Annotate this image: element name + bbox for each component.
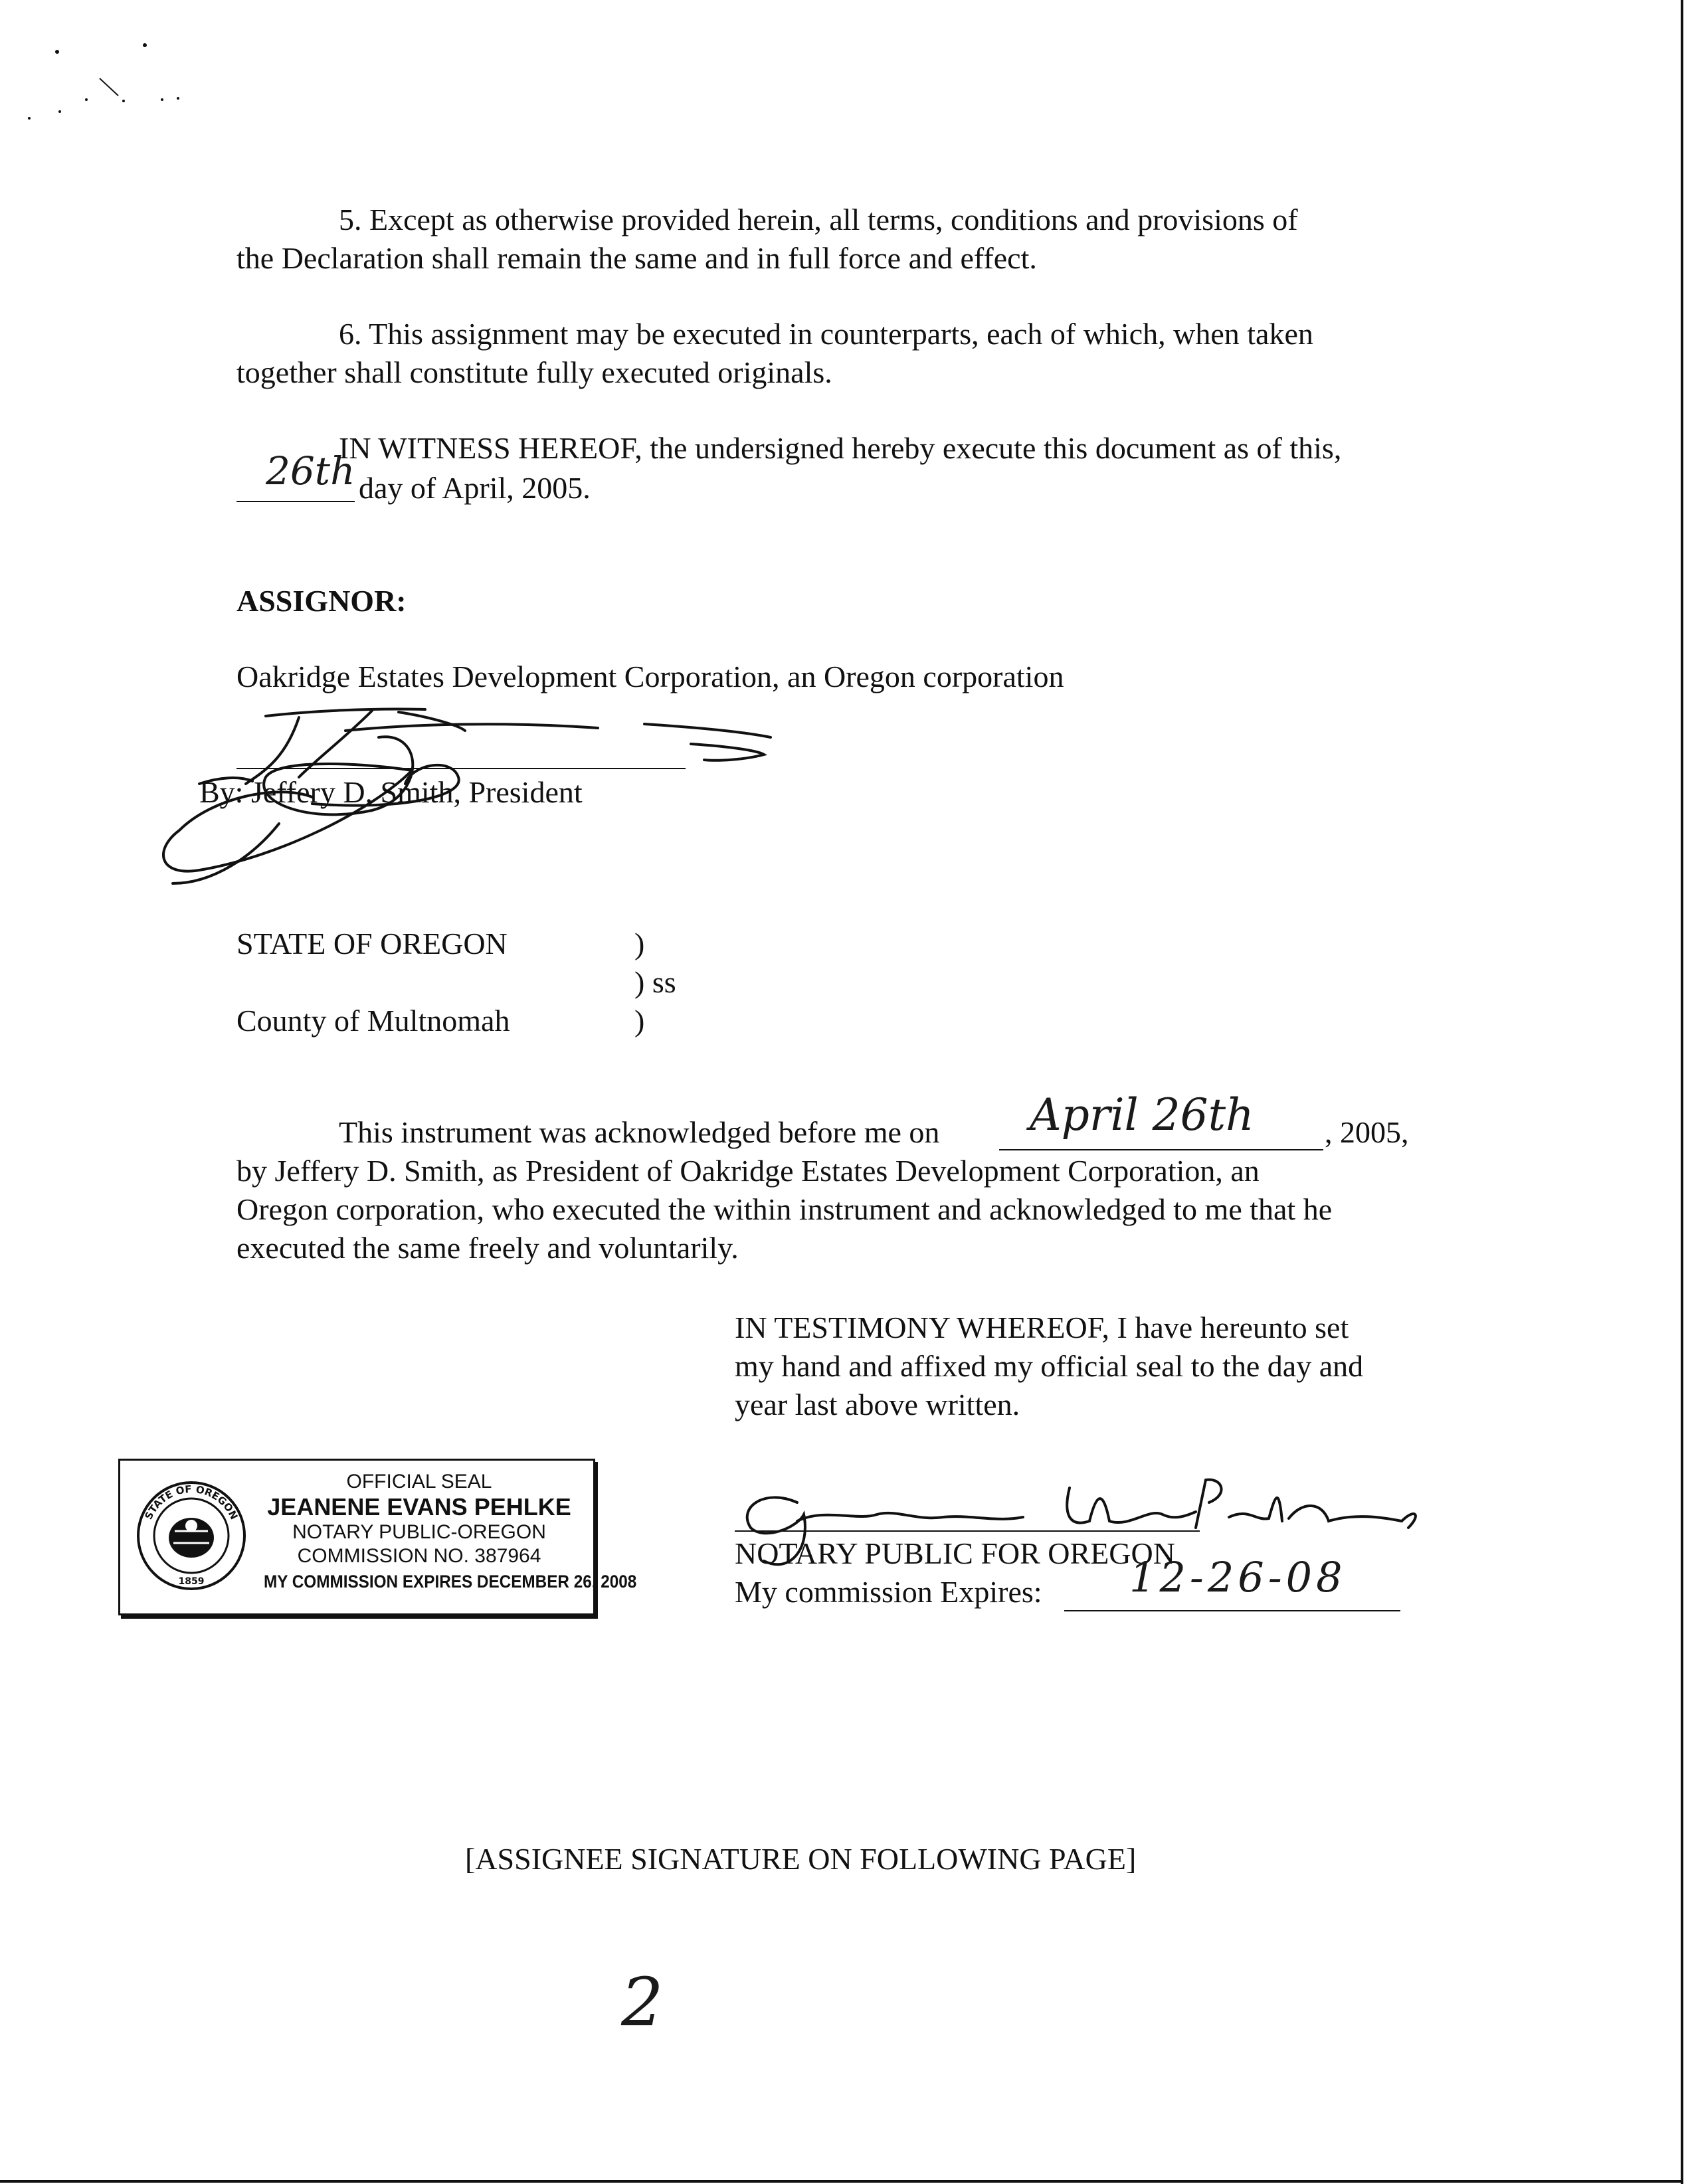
testimony-line-2: my hand and affixed my official seal to the day and bbox=[735, 1349, 1364, 1383]
acknowledgment-line-2: by Jeffery D. Smith, as President of Oakridge Estates Development Corporation, an bbox=[236, 1154, 1260, 1188]
seal-commission-number: COMMISSION NO. 387964 bbox=[297, 1545, 541, 1567]
acknowledgment-line-3: Oregon corporation, who executed the within instrument and acknowledged to me that he bbox=[236, 1192, 1333, 1226]
testimony-line-3: year last above written. bbox=[735, 1388, 1020, 1421]
notary-expires-blank bbox=[1064, 1610, 1400, 1611]
seal-expiration: MY COMMISSION EXPIRES DECEMBER 26, 2008 bbox=[264, 1572, 637, 1592]
svg-text:STATE OF OREGON: STATE OF OREGON bbox=[142, 1483, 240, 1522]
notary-title: NOTARY PUBLIC FOR OREGON bbox=[735, 1536, 1175, 1570]
svg-text:1859: 1859 bbox=[178, 1576, 205, 1587]
testimony-line-1: IN TESTIMONY WHEREOF, I have hereunto set bbox=[735, 1311, 1349, 1344]
acknowledgment-line-1: This instrument was acknowledged before me on bbox=[339, 1115, 940, 1149]
paragraph-5-line-1: 5. Except as otherwise provided herein, all terms, conditions and provisions of bbox=[339, 203, 1298, 236]
witness-day-handwritten: 26th bbox=[266, 448, 355, 494]
seal-role: NOTARY PUBLIC-OREGON bbox=[292, 1521, 546, 1543]
venue-paren-ss: ) ss bbox=[634, 965, 676, 999]
witness-line-1: IN WITNESS HEREOF, the undersigned hereby execute this document as of this, bbox=[339, 431, 1342, 465]
paragraph-6-line-1: 6. This assignment may be executed in counterparts, each of which, when taken bbox=[339, 317, 1313, 351]
assignor-heading: ASSIGNOR: bbox=[236, 584, 407, 618]
assignee-note: [ASSIGNEE SIGNATURE ON FOLLOWING PAGE] bbox=[465, 1842, 1137, 1876]
venue-paren-1: ) bbox=[634, 927, 645, 960]
venue-paren-3: ) bbox=[634, 1004, 645, 1038]
assignor-company: Oakridge Estates Development Corporation, an Oregon corporation bbox=[236, 660, 1064, 693]
acknowledgment-line-4: executed the same freely and voluntarily. bbox=[236, 1231, 739, 1265]
seal-notary-name: JEANENE EVANS PEHLKE bbox=[267, 1493, 571, 1520]
witness-line-2: day of April, 2005. bbox=[359, 471, 591, 505]
acknowledgment-date-handwritten: April 26th bbox=[1030, 1089, 1254, 1140]
page-number-handwritten: 2 bbox=[621, 1963, 664, 2041]
venue-state: STATE OF OREGON bbox=[236, 927, 508, 960]
notary-expires-handwritten: 12-26-08 bbox=[1129, 1553, 1347, 1601]
assignor-signer-caption: By: Jeffery D. Smith, President bbox=[199, 775, 583, 809]
venue-county: County of Multnomah bbox=[236, 1004, 510, 1038]
paragraph-6-line-2: together shall constitute fully executed originals. bbox=[236, 355, 832, 389]
notary-expires-label: My commission Expires: bbox=[735, 1575, 1042, 1609]
paragraph-5-line-2: the Declaration shall remain the same and in full force and effect. bbox=[236, 241, 1037, 275]
acknowledgment-year: , 2005, bbox=[1325, 1115, 1409, 1149]
notary-signature-line bbox=[735, 1530, 1200, 1532]
seal-title: OFFICIAL SEAL bbox=[346, 1471, 492, 1493]
